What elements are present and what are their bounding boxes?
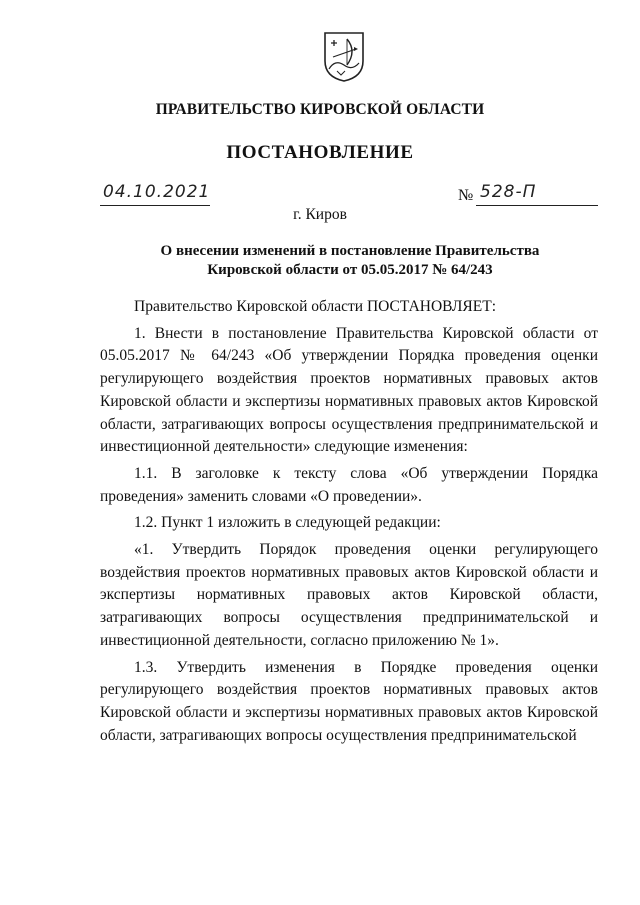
coat-of-arms-icon <box>323 31 365 83</box>
subject-line-1: О внесении изменений в постановление Правительства <box>160 243 540 259</box>
paragraph-1-1: 1.1. В заголовке к тексту слова «Об утверждении Порядка проведения» заменить словами «О проведении». <box>100 464 598 505</box>
organization-title: ПРАВИТЕЛЬСТВО КИРОВСКОЙ ОБЛАСТИ <box>155 101 485 118</box>
document-body <box>100 296 598 747</box>
paragraph-1-3: 1.3. Утвердить изменения в Порядке проведения оценки регулирующего воздействия проектов нормативных правовых актов Кировской области и экспертизы нормативных правовых актов Кировской области, затрагивающих вопросы осуществления предпринимательской <box>100 658 598 744</box>
subject-line-2: Кировской области от 05.05.2017 № 64/243 <box>207 262 493 278</box>
document-date: 04.10.2021 <box>103 182 211 202</box>
paragraph-1-2: 1.2. Пункт 1 изложить в следующей редакции: <box>134 514 441 532</box>
paragraph-preamble: Правительство Кировской области ПОСТАНОВЛЯЕТ: <box>134 298 497 315</box>
paragraph-quoted-1: «1. Утвердить Порядок проведения оценки регулирующего воздействия проектов нормативных правовых актов Кировской области и экспертизы нормативных правовых актов Кировской области, затрагивающих вопросы осуществления предпринимательской и инвестиционной деятельности, согласно приложению № 1». <box>100 541 598 649</box>
city: г. Киров <box>293 206 347 223</box>
document-subject <box>0 242 640 280</box>
number-sign: № <box>458 187 474 204</box>
document-type: ПОСТАНОВЛЕНИЕ <box>226 142 414 163</box>
paragraph-1: 1. Внести в постановление Правительства Кировской области от 05.05.2017 № 64/243 «Об утверждении Порядка проведения оценки регулирующего воздействия проектов нормативных правовых актов Кировской области и экспертизы нормативных правовых актов Кировской области, затрагивающих вопросы осуществления предпринимательской и инвестиционной деятельности» следующие изменения: <box>100 324 598 456</box>
document-number: 528-П <box>480 182 537 202</box>
